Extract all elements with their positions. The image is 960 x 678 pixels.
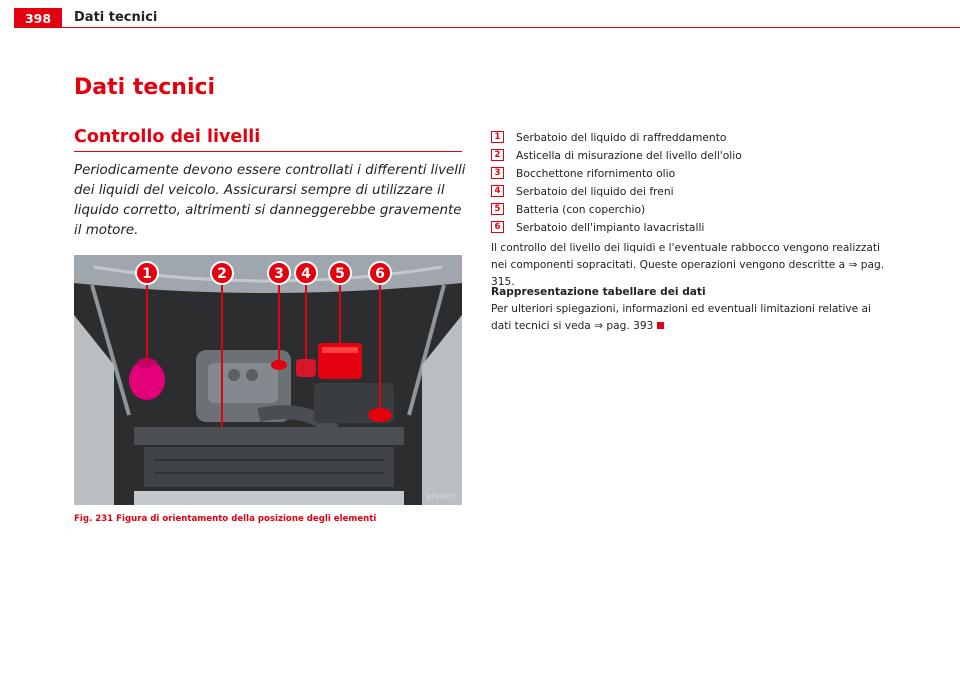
body-paragraph-2 bbox=[491, 301, 891, 335]
legend-number: 6 bbox=[491, 221, 504, 233]
page-number: 398 bbox=[14, 8, 62, 28]
callout-4 bbox=[295, 262, 317, 284]
legend-text: Asticella di misurazione del livello dell'olio bbox=[516, 148, 742, 162]
legend-item bbox=[491, 128, 891, 146]
engine-bay-illustration bbox=[74, 255, 462, 505]
legend-item bbox=[491, 218, 891, 236]
legend-number: 2 bbox=[491, 149, 504, 161]
legend-number: 5 bbox=[491, 203, 504, 215]
running-title: Dati tecnici bbox=[74, 10, 158, 25]
subheading: Rappresentazione tabellare dei dati bbox=[491, 286, 706, 298]
page-header bbox=[0, 0, 960, 28]
legend-text: Bocchettone rifornimento olio bbox=[516, 166, 676, 180]
body-paragraph-1: Il controllo del livello dei liquidi e l'eventuale rabbocco vengono realizzati nei componenti sopracitati. Queste operazioni vengono descritte a ⇒ pag. 315. bbox=[491, 242, 885, 288]
callout-2 bbox=[211, 262, 233, 284]
legend-number: 3 bbox=[491, 167, 504, 179]
legend-item bbox=[491, 164, 891, 182]
svg-text:2: 2 bbox=[217, 266, 227, 282]
lead-text: Periodicamente devono essere controllati i differenti livelli dei liquidi del veicolo. Assicurarsi sempre di utilizzare il liquido corretto, altrimenti si danneggerebbe gravemente il motore. bbox=[74, 163, 466, 238]
legend-list bbox=[491, 128, 891, 236]
callout-1 bbox=[136, 262, 158, 284]
callout-6 bbox=[369, 262, 391, 284]
figure-code: B7V-0577 bbox=[426, 494, 456, 501]
section-title: Dati tecnici bbox=[74, 75, 216, 100]
subsection-title: Controllo dei livelli bbox=[74, 127, 261, 147]
svg-text:5: 5 bbox=[335, 266, 345, 282]
legend-text: Serbatoio dell'impianto lavacristalli bbox=[516, 220, 705, 234]
engine-bay-figure bbox=[74, 255, 462, 505]
legend-text: Batteria (con coperchio) bbox=[516, 202, 646, 216]
legend-item bbox=[491, 146, 891, 164]
svg-text:3: 3 bbox=[274, 266, 284, 282]
body-paragraph-2-text: Per ulteriori spiegazioni, informazioni ed eventuali limitazioni relative ai dati tecnici si veda ⇒ pag. 393 bbox=[491, 303, 871, 332]
legend-number: 4 bbox=[491, 185, 504, 197]
svg-text:4: 4 bbox=[301, 266, 311, 282]
figure-caption: Fig. 231 Figura di orientamento della posizione degli elementi bbox=[74, 514, 377, 524]
svg-text:1: 1 bbox=[142, 266, 152, 282]
legend-item bbox=[491, 182, 891, 200]
header-rule bbox=[62, 27, 960, 28]
callout-5 bbox=[329, 262, 351, 284]
legend-item bbox=[491, 200, 891, 218]
legend-text: Serbatoio del liquido dei freni bbox=[516, 184, 674, 198]
subsection-rule bbox=[74, 151, 462, 152]
legend-text: Serbatoio del liquido di raffreddamento bbox=[516, 130, 727, 144]
callout-3 bbox=[268, 262, 290, 284]
section-end-mark bbox=[657, 322, 664, 329]
svg-text:6: 6 bbox=[375, 266, 385, 282]
legend-number: 1 bbox=[491, 131, 504, 143]
